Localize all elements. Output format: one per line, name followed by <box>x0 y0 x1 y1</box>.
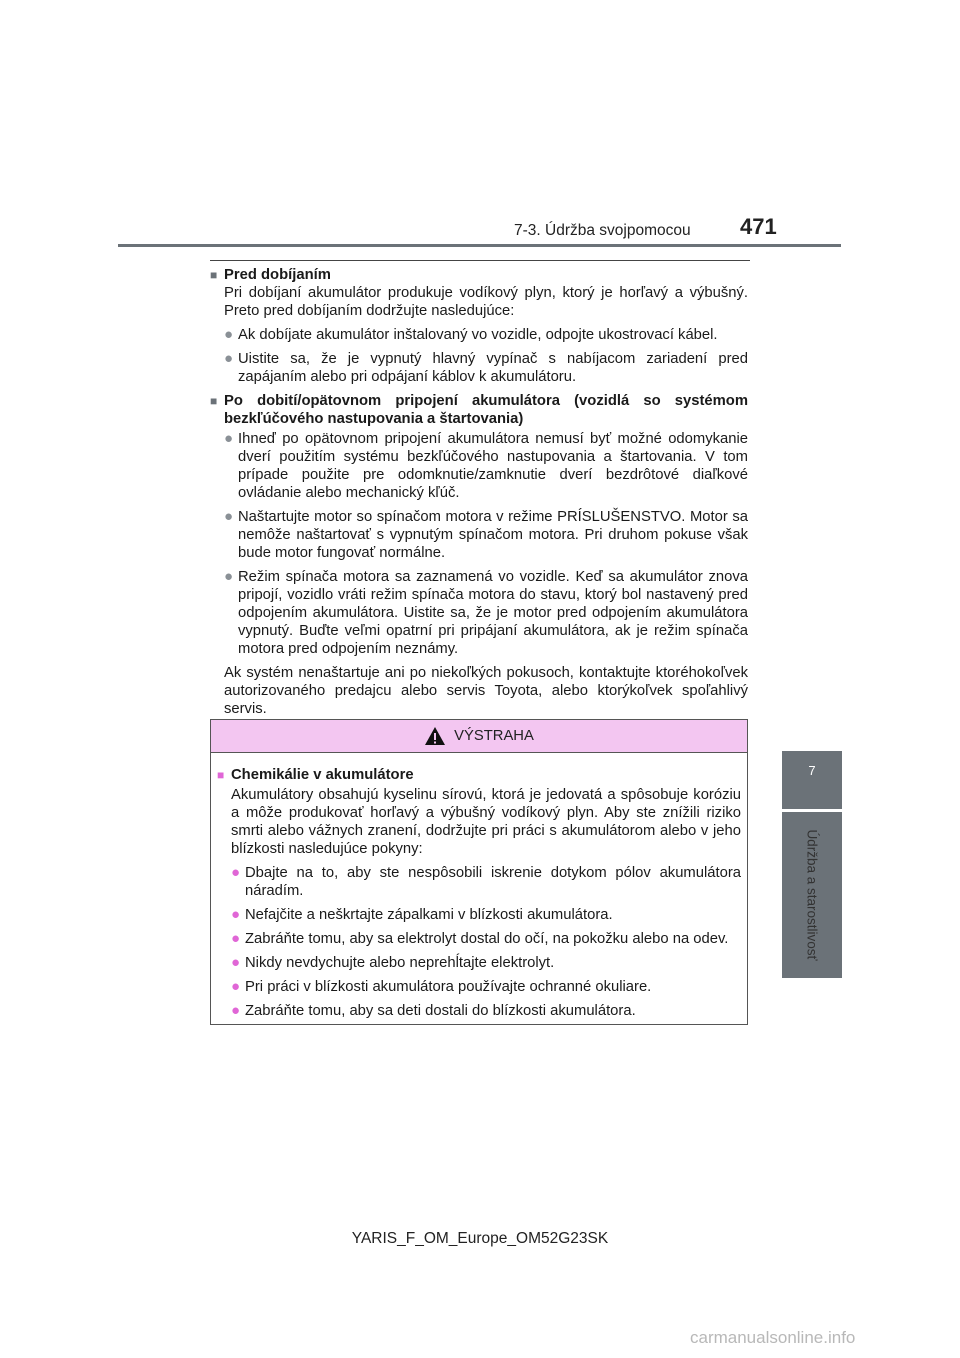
circle-bullet-icon: ● <box>224 350 234 367</box>
section-heading: ■ Po dobití/opätovnom pripojení akumulátora (vozidlá so systémom bezkľúčového nastupovania a štartovania) <box>210 393 748 427</box>
list-item: ● Uistite sa, že je vypnutý hlavný vypínač s nabíjacom zariadení pred zapájaním alebo pri odpájaní káblov k akumulátoru. <box>210 350 748 386</box>
circle-bullet-icon: ● <box>231 954 241 971</box>
circle-bullet-icon: ● <box>231 1002 241 1019</box>
list-item: ● Ak dobíjate akumulátor inštalovaný vo vozidle, odpojte ukostrovací kábel. <box>210 326 748 344</box>
section-intro: Pri dobíjaní akumulátor produkuje vodíkový plyn, ktorý je horľavý a výbušný. Preto pred dobíjaním dodržujte nasledujúce: <box>224 285 748 319</box>
page-number: 471 <box>740 214 777 239</box>
circle-bullet-icon: ● <box>231 978 241 995</box>
warning-list-item: ● Nefajčite a neškrtajte zápalkami v blízkosti akumulátora. <box>217 906 741 924</box>
circle-bullet-icon: ● <box>224 508 234 525</box>
warning-box <box>210 719 748 1025</box>
warning-list-item: ● Zabráňte tomu, aby sa elektrolyt dostal do očí, na pokožku alebo na odev. <box>217 930 741 948</box>
document-footer: YARIS_F_OM_Europe_OM52G23SK <box>351 1230 609 1247</box>
chapter-number: 7 <box>808 763 816 778</box>
section-outro: Ak systém nenaštartuje ani po niekoľkých pokusoch, kontaktujte ktoréhokoľvek autorizovaného predajcu alebo servis Toyota, alebo ktorýkoľvek spoľahlivý servis. <box>224 665 748 717</box>
list-item: ● Ihneď po opätovnom pripojení akumulátora nemusí byť možné odomykanie dverí použitím systému bezkľúčového nastupovania a štartovania. V tom prípade použite pre odomknutie/zamknutie dverí bezdrôtové diaľkové ovládanie alebo mechanický kľúč. <box>210 430 748 502</box>
warning-intro: Akumulátory obsahujú kyselinu sírovú, ktorá je jedovatá a spôsobuje koróziu a môže produkovať horľavý a výbušný vodíkový plyn. Aby ste znížili riziko smrti alebo vážnych zranení, dodržujte pri práci s akumulátorom alebo v jeho blízkosti nasledujúce pokyny: <box>231 787 741 857</box>
warning-list-item: ● Zabráňte tomu, aby sa deti dostali do blízkosti akumulátora. <box>217 1002 741 1020</box>
warning-header <box>211 720 747 753</box>
circle-bullet-icon: ● <box>231 930 241 947</box>
warning-title: VÝSTRAHA <box>454 728 534 744</box>
list-item: ● Naštartujte motor so spínačom motora v režime PRÍSLUŠENSTVO. Motor sa nemôže naštartovať s vypnutým spínačom motora. Pri druhom pokuse však bude motor fungovať normálne. <box>210 508 748 562</box>
warning-triangle-icon <box>424 726 446 746</box>
warning-list-item: ● Dbajte na to, aby ste nespôsobili iskrenie dotykom pólov akumulátora náradím. <box>217 864 741 900</box>
circle-bullet-icon: ● <box>224 326 234 343</box>
list-item: ● Režim spínača motora sa zaznamená vo vozidle. Keď sa akumulátor znova pripojí, vozidlo vráti režim spínača motora do stavu, ktorý bol nastavený pred odpojením akumulátora. Uistite sa, že je motor pred odpojením akumulátora vypnutý. Buďte veľmi opatrní pri pripájaní akumulátora, ak je režim spínača motora pred odpojením neznámy. <box>210 568 748 658</box>
circle-bullet-icon: ● <box>224 568 234 585</box>
content-rule <box>210 260 750 261</box>
warning-list-item: ● Pri práci v blízkosti akumulátora používajte ochranné okuliare. <box>217 978 741 996</box>
chapter-label: Údržba a starostlivosť <box>804 829 820 961</box>
circle-bullet-icon: ● <box>224 430 234 447</box>
circle-bullet-icon: ● <box>231 864 241 881</box>
chapter-tab <box>782 751 842 809</box>
watermark: carmanualsonline.info <box>690 1328 856 1347</box>
warning-body <box>211 753 747 1020</box>
warning-heading: ■ Chemikálie v akumulátore <box>217 767 414 783</box>
section-heading: ■ Pred dobíjaním <box>210 267 331 283</box>
header-section-title: 7-3. Údržba svojpomocou <box>514 222 691 239</box>
warning-list-item: ● Nikdy nevdychujte alebo neprehĺtajte elektrolyt. <box>217 954 741 972</box>
square-bullet-icon: ■ <box>210 268 218 282</box>
square-bullet-icon: ■ <box>217 768 225 782</box>
circle-bullet-icon: ● <box>231 906 241 923</box>
header-rule <box>118 244 841 247</box>
square-bullet-icon: ■ <box>210 394 218 408</box>
main-content <box>210 266 748 718</box>
